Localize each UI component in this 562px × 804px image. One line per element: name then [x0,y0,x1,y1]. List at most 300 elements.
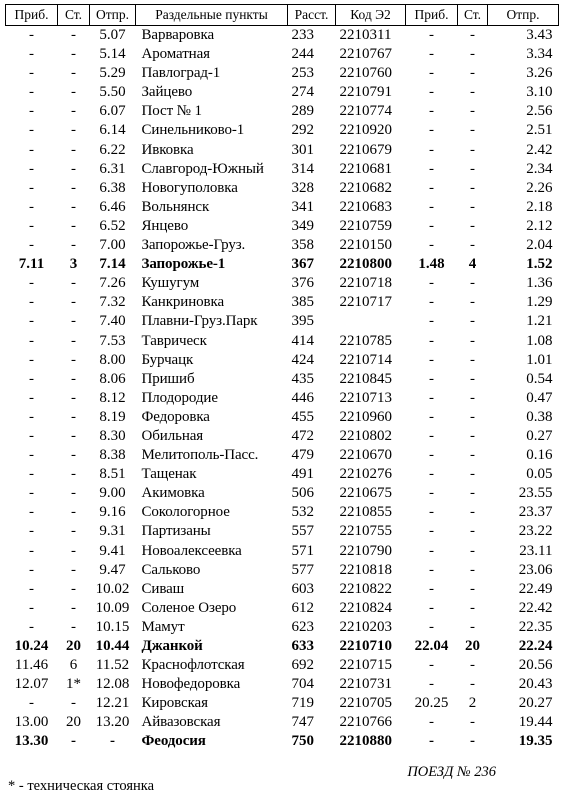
departure-1: 8.38 [99,447,126,464]
stop-1: - [71,179,76,196]
arrival-1: 11.46 [14,657,49,674]
arrival-2: - [429,198,434,215]
arrival-2: - [429,275,434,292]
arrival-2: - [429,657,434,674]
timetable-body [6,26,559,752]
table-row [6,141,559,160]
distance: 719 [291,695,314,712]
distance: 577 [291,561,314,578]
station-name: Сальково [141,561,201,578]
header-stations: Раздельные пункты [136,5,288,26]
stop-2: - [470,561,475,578]
departure-1: 8.30 [99,427,126,444]
station-code: 2210705 [339,695,392,712]
arrival-2: - [429,714,434,731]
arrival-2: - [429,27,434,43]
departure-1: 9.47 [99,561,126,578]
station-name: Новофедоровка [141,676,241,693]
station-code: 2210731 [339,676,392,693]
station-name: Канкриновка [141,294,225,311]
stop-1: - [71,332,76,349]
departure-1: 5.50 [99,84,126,101]
station-code: 2210824 [339,599,392,616]
station-name: Зайцево [141,84,193,101]
station-code: 2210311 [339,27,392,43]
station-code: 2210203 [339,618,392,635]
distance: 314 [291,160,314,177]
stop-1: - [71,237,76,254]
stop-1: - [71,370,76,387]
departure-2: 23.55 [518,485,553,502]
arrival-2: - [429,217,434,234]
table-row [6,293,559,312]
table-row [6,446,559,465]
departure-2: 1.52 [526,256,553,273]
stop-2: 2 [468,695,477,712]
departure-1: 10.15 [95,618,130,635]
stop-2: - [470,294,475,311]
arrival-2: - [429,332,434,349]
departure-2: 23.06 [518,561,553,578]
header-departure-1: Отпр. [90,5,136,26]
header-arrival-2: Приб. [406,5,458,26]
arrival-1: - [29,485,34,502]
table-row [6,332,559,351]
distance: 612 [291,599,314,616]
station-code: 2210800 [339,256,392,273]
stop-2: - [470,275,475,292]
departure-2: 0.47 [526,389,553,406]
distance: 395 [291,313,314,330]
stop-2: 4 [468,256,477,273]
station-name: Плавни-Груз.Парк [141,313,258,330]
arrival-1: - [29,237,34,254]
station-name: Ароматная [141,46,210,63]
departure-1: 12.21 [95,695,130,712]
arrival-1: - [29,27,34,43]
stop-1: - [71,84,76,101]
station-code: 2210670 [339,447,392,464]
departure-2: 2.51 [526,122,553,139]
distance: 692 [291,657,314,674]
arrival-2: - [429,370,434,387]
arrival-1: - [29,504,34,521]
stop-2: - [470,523,475,540]
station-name: Тащенак [141,466,197,483]
distance: 328 [291,179,314,196]
distance: 349 [291,217,314,234]
stop-1: 3 [69,256,78,273]
arrival-2: - [429,313,434,330]
departure-2: 0.27 [526,427,553,444]
stop-2: - [470,370,475,387]
arrival-1: - [29,370,34,387]
station-name: Бурчацк [141,351,194,368]
arrival-2: - [429,84,434,101]
departure-2: 23.11 [519,542,553,559]
table-row [6,102,559,121]
departure-1: 10.09 [95,599,130,616]
stop-2: - [470,389,475,406]
distance: 341 [291,198,314,215]
arrival-2: - [429,599,434,616]
station-name: Партизаны [141,523,211,540]
stop-1: - [71,103,76,120]
station-code: 2210960 [339,408,392,425]
stop-1: - [71,65,76,82]
departure-2: 0.54 [526,370,553,387]
departure-2: 3.43 [526,27,553,43]
footnote: * - техническая стоянка [8,778,155,794]
departure-1: 8.12 [99,389,126,406]
table-row [6,465,559,484]
departure-2: 2.12 [526,217,553,234]
station-name: Федоровка [141,408,210,425]
arrival-2: - [429,427,434,444]
table-row [6,351,559,370]
station-code: 2210767 [339,46,392,63]
arrival-1: - [29,179,34,196]
station-name: Кушугум [141,275,200,292]
departure-1: 7.00 [99,237,126,254]
station-code: 2210766 [339,714,392,731]
table-row [6,274,559,293]
station-name: Мамут [141,618,185,635]
station-code [336,312,406,331]
station-name: Синельниково-1 [141,122,245,139]
table-row [6,389,559,408]
table-row [6,637,559,656]
arrival-2: - [429,65,434,82]
station-code: 2210683 [339,198,392,215]
departure-1: 6.38 [99,179,126,196]
stop-2: - [470,618,475,635]
departure-1: 8.06 [99,370,126,387]
station-name: Сокологорное [141,504,230,521]
departure-2: 23.37 [518,504,553,521]
header-stop-1: Ст. [58,5,90,26]
station-code: 2210845 [339,370,392,387]
table-row [6,160,559,179]
arrival-1: - [29,523,34,540]
distance: 446 [291,389,314,406]
arrival-2: 22.04 [414,638,449,654]
distance: 435 [291,370,314,387]
departure-1: 6.46 [99,198,126,215]
distance: 479 [291,447,314,464]
station-code: 2210791 [339,84,392,101]
header-row [6,5,559,26]
departure-2: 22.49 [518,580,553,597]
distance: 704 [291,676,314,693]
stop-1: - [71,294,76,311]
arrival-1: 13.30 [14,733,49,750]
departure-1: 6.14 [99,122,126,139]
distance: 244 [291,46,314,63]
arrival-1: - [29,65,34,82]
station-code: 2210790 [339,542,392,559]
arrival-1: - [29,313,34,330]
stop-2: - [470,580,475,597]
departure-2: 3.34 [526,46,553,63]
stop-1: - [71,561,76,578]
stop-1: - [71,122,76,139]
station-name: Запорожье-Груз. [141,237,246,254]
departure-2: 2.26 [526,179,553,196]
stop-1: 20 [66,714,81,731]
table-row [6,64,559,83]
arrival-1: - [29,84,34,101]
stop-2: - [470,103,475,120]
arrival-1: - [29,408,34,425]
table-row [6,522,559,541]
station-code: 2210710 [339,638,392,654]
departure-1: - [110,733,115,750]
departure-2: 2.04 [526,237,553,254]
stop-1: - [71,141,76,158]
stop-2: - [470,657,475,674]
stop-2: - [470,46,475,63]
stop-1: 20 [66,638,81,654]
station-name: Варваровка [141,27,215,43]
departure-2: 2.42 [526,141,553,158]
stop-2: - [470,141,475,158]
station-name: Пост № 1 [141,103,202,120]
distance: 750 [291,733,314,750]
departure-2: 0.38 [526,408,553,425]
arrival-2: - [429,351,434,368]
distance: 472 [291,427,314,444]
stop-2: - [470,160,475,177]
table-row [6,408,559,427]
table-row [6,83,559,102]
arrival-2: - [429,237,434,254]
arrival-1: - [29,599,34,616]
stop-1: - [71,275,76,292]
departure-1: 5.29 [99,65,126,82]
arrival-1: - [29,103,34,120]
table-row [6,542,559,561]
departure-2: 3.10 [526,84,553,101]
stop-2: - [470,408,475,425]
departure-1: 12.08 [95,676,130,693]
stop-2: - [470,217,475,234]
departure-1: 7.40 [99,313,126,330]
stop-1: - [71,733,76,750]
station-code: 2210818 [339,561,392,578]
station-name: Плодородие [141,389,218,406]
distance: 491 [291,466,314,483]
station-name: Ивковка [141,141,194,158]
arrival-1: 7.11 [18,256,45,273]
table-row [6,236,559,255]
stop-1: - [71,695,76,712]
departure-2: 20.27 [518,695,553,712]
table-row [6,561,559,580]
table-row [6,26,559,46]
station-code: 2210717 [339,294,392,311]
stop-2: - [470,84,475,101]
station-code: 2210276 [339,466,392,483]
departure-1: 11.52 [95,657,130,674]
station-name: Обильная [141,427,204,444]
table-row [6,427,559,446]
table-row [6,312,559,331]
timetable [5,4,559,752]
departure-1: 13.20 [95,714,130,731]
arrival-1: 13.00 [14,714,49,731]
stop-2: - [470,427,475,444]
station-code: 2210760 [339,65,392,82]
table-row [6,656,559,675]
arrival-2: - [429,466,434,483]
departure-1: 9.41 [99,542,126,559]
table-row [6,675,559,694]
table-row [6,370,559,389]
stop-2: - [470,65,475,82]
station-code: 2210855 [339,504,392,521]
departure-1: 7.53 [99,332,126,349]
stop-1: - [71,599,76,616]
stop-2: - [470,542,475,559]
station-name: Пришиб [141,370,195,387]
departure-2: 1.36 [526,275,553,292]
station-name: Акимовка [141,485,205,502]
arrival-2: - [429,408,434,425]
table-row [6,484,559,503]
departure-1: 5.07 [99,27,126,43]
stop-1: - [71,198,76,215]
station-name: Джанкой [141,638,203,654]
departure-2: 22.24 [518,638,553,654]
departure-1: 10.02 [95,580,130,597]
stop-2: - [470,676,475,693]
distance: 376 [291,275,314,292]
station-name: Айвазовская [141,714,221,731]
arrival-1: 10.24 [14,638,49,654]
arrival-1: - [29,141,34,158]
stop-1: - [71,485,76,502]
stop-1: - [71,408,76,425]
departure-1: 8.00 [99,351,126,368]
departure-2: 2.56 [526,103,553,120]
departure-2: 0.16 [526,447,553,464]
arrival-1: - [29,198,34,215]
departure-2: 3.26 [526,65,553,82]
table-row [6,121,559,140]
station-name: Славгород-Южный [141,160,264,177]
stop-2: - [470,466,475,483]
stop-2: - [470,599,475,616]
station-name: Мелитополь-Пасс. [141,447,259,464]
arrival-2: - [429,580,434,597]
distance: 532 [291,504,314,521]
departure-2: 22.42 [518,599,553,616]
station-name: Соленое Озеро [141,599,237,616]
distance: 358 [291,237,314,254]
stop-2: - [470,504,475,521]
arrival-1: - [29,122,34,139]
stop-1: 6 [69,657,78,674]
station-code: 2210681 [339,160,392,177]
station-code: 2210759 [339,217,392,234]
stop-2: - [470,351,475,368]
departure-2: 19.44 [518,714,553,731]
table-row [6,503,559,522]
departure-2: 20.56 [518,657,553,674]
arrival-1: - [29,217,34,234]
table-row [6,713,559,732]
arrival-1: - [29,294,34,311]
distance: 292 [291,122,314,139]
stop-2: - [470,714,475,731]
table-row [6,255,559,274]
stop-1: - [71,27,76,43]
distance: 557 [291,523,314,540]
arrival-2: - [429,447,434,464]
departure-2: 23.22 [518,523,553,540]
train-number: ПОЕЗД № 236 [407,764,496,780]
distance: 603 [291,580,314,597]
arrival-1: - [29,447,34,464]
stop-1: - [71,504,76,521]
station-code: 2210920 [339,122,392,139]
station-code: 2210822 [339,580,392,597]
arrival-1: 12.07 [14,676,49,693]
header-stop-2: Ст. [458,5,488,26]
distance: 747 [291,714,314,731]
departure-1: 8.19 [99,408,126,425]
station-code: 2210675 [339,485,392,502]
header-distance: Расст. [288,5,336,26]
arrival-2: - [429,46,434,63]
stop-2: - [470,27,475,43]
station-name: Запорожье-1 [141,256,226,273]
arrival-1: - [29,580,34,597]
arrival-2: - [429,561,434,578]
stop-1: - [71,618,76,635]
station-code: 2210718 [339,275,392,292]
distance: 274 [291,84,314,101]
arrival-2: - [429,485,434,502]
stop-1: - [71,389,76,406]
table-row [6,198,559,217]
arrival-2: - [429,504,434,521]
arrival-2: - [429,676,434,693]
table-row [6,618,559,637]
arrival-2: - [429,122,434,139]
distance: 424 [291,351,314,368]
station-code: 2210715 [339,657,392,674]
departure-1: 6.31 [99,160,126,177]
station-code: 2210755 [339,523,392,540]
departure-1: 6.07 [99,103,126,120]
departure-2: 2.34 [526,160,553,177]
departure-1: 7.14 [99,256,126,273]
distance: 633 [291,638,314,654]
arrival-1: - [29,160,34,177]
stop-1: - [71,523,76,540]
distance: 455 [291,408,314,425]
stop-1: - [71,542,76,559]
departure-2: 2.18 [526,198,553,215]
arrival-1: - [29,351,34,368]
stop-2: - [470,733,475,750]
departure-2: 20.43 [518,676,553,693]
stop-2: - [470,332,475,349]
station-code: 2210150 [339,237,392,254]
arrival-1: - [29,332,34,349]
